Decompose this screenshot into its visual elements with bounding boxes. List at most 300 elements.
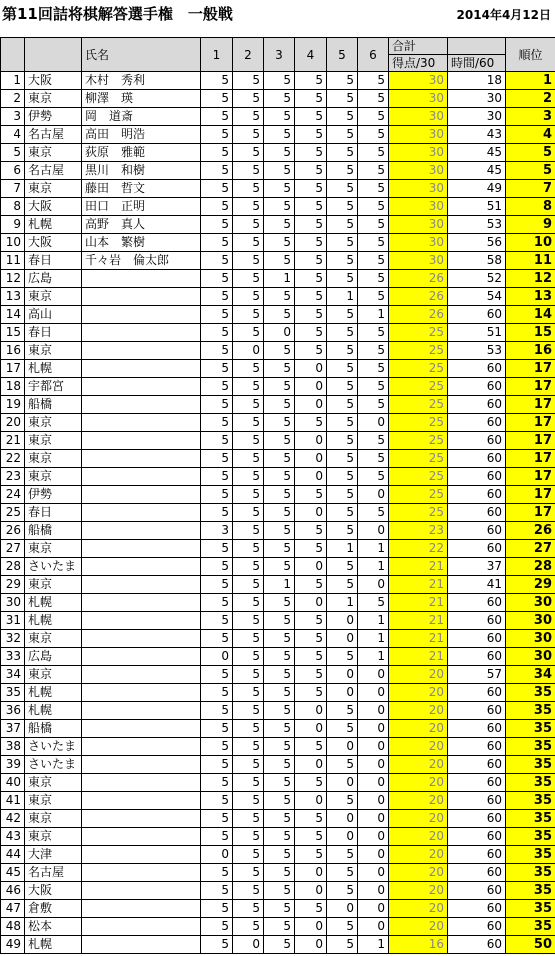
score-cell: 5: [264, 180, 295, 198]
rank-cell: 28: [506, 558, 555, 576]
region-cell: 東京: [25, 450, 82, 468]
row-number: 37: [1, 720, 25, 738]
time-cell: 51: [448, 198, 506, 216]
score-cell: 5: [201, 360, 233, 378]
score-cell: 5: [201, 738, 233, 756]
score-cell: 5: [264, 144, 295, 162]
region-cell: 伊勢: [25, 486, 82, 504]
score-cell: 5: [295, 738, 327, 756]
score-cell: 5: [233, 648, 264, 666]
rank-cell: 2: [506, 90, 555, 108]
rank-cell: 7: [506, 180, 555, 198]
score-cell: 0: [295, 864, 327, 882]
region-cell: 名古屋: [25, 864, 82, 882]
score-cell: 5: [295, 630, 327, 648]
total-score-cell: 21: [389, 594, 448, 612]
table-row: [1, 72, 555, 90]
score-cell: 5: [358, 342, 389, 360]
table-row: [1, 198, 555, 216]
name-cell: [82, 612, 201, 630]
rank-cell: 35: [506, 882, 555, 900]
table-row: [1, 576, 555, 594]
score-cell: 5: [233, 576, 264, 594]
score-cell: 5: [295, 288, 327, 306]
score-cell: 5: [201, 342, 233, 360]
header-index: [1, 38, 25, 72]
total-score-cell: 20: [389, 882, 448, 900]
score-cell: 5: [358, 396, 389, 414]
score-cell: 5: [295, 72, 327, 90]
total-score-cell: 21: [389, 558, 448, 576]
score-cell: 5: [201, 702, 233, 720]
name-cell: [82, 918, 201, 936]
total-score-cell: 25: [389, 468, 448, 486]
table-row: [1, 522, 555, 540]
score-cell: 0: [201, 846, 233, 864]
time-cell: 60: [448, 810, 506, 828]
name-cell: [82, 504, 201, 522]
score-cell: 0: [327, 810, 358, 828]
score-cell: 5: [201, 540, 233, 558]
score-cell: 5: [201, 144, 233, 162]
name-cell: 岡 道斎: [82, 108, 201, 126]
header-name: 氏名: [82, 38, 201, 72]
table-row: [1, 810, 555, 828]
score-cell: 0: [295, 882, 327, 900]
time-cell: 56: [448, 234, 506, 252]
score-cell: 5: [201, 162, 233, 180]
score-cell: 5: [201, 198, 233, 216]
score-cell: 5: [201, 774, 233, 792]
score-cell: 5: [327, 522, 358, 540]
rank-cell: 26: [506, 522, 555, 540]
score-cell: 5: [295, 126, 327, 144]
score-cell: 1: [358, 630, 389, 648]
score-cell: 5: [233, 396, 264, 414]
score-cell: 1: [358, 558, 389, 576]
region-cell: 東京: [25, 792, 82, 810]
row-number: 36: [1, 702, 25, 720]
total-score-cell: 30: [389, 252, 448, 270]
score-cell: 5: [327, 396, 358, 414]
score-cell: 0: [295, 468, 327, 486]
region-cell: 札幌: [25, 702, 82, 720]
score-cell: 5: [233, 432, 264, 450]
region-cell: 東京: [25, 774, 82, 792]
score-cell: 5: [358, 180, 389, 198]
name-cell: 藤田 哲文: [82, 180, 201, 198]
score-cell: 5: [327, 918, 358, 936]
score-cell: 5: [264, 306, 295, 324]
time-cell: 60: [448, 360, 506, 378]
total-score-cell: 30: [389, 180, 448, 198]
rank-cell: 4: [506, 126, 555, 144]
total-score-cell: 25: [389, 486, 448, 504]
total-score-cell: 25: [389, 414, 448, 432]
score-cell: 5: [233, 126, 264, 144]
score-cell: 0: [358, 792, 389, 810]
score-cell: 5: [233, 468, 264, 486]
region-cell: 札幌: [25, 612, 82, 630]
table-row: [1, 864, 555, 882]
score-cell: 5: [264, 648, 295, 666]
total-score-cell: 25: [389, 432, 448, 450]
rank-cell: 17: [506, 432, 555, 450]
time-cell: 53: [448, 216, 506, 234]
score-cell: 5: [295, 414, 327, 432]
score-cell: 0: [358, 774, 389, 792]
name-cell: [82, 864, 201, 882]
score-cell: 0: [295, 360, 327, 378]
row-number: 4: [1, 126, 25, 144]
name-cell: [82, 540, 201, 558]
rank-cell: 17: [506, 468, 555, 486]
table-row: [1, 540, 555, 558]
score-cell: 5: [327, 126, 358, 144]
score-cell: 5: [201, 594, 233, 612]
score-cell: 5: [295, 162, 327, 180]
score-cell: 5: [327, 180, 358, 198]
name-cell: [82, 486, 201, 504]
score-cell: 5: [358, 252, 389, 270]
name-cell: [82, 828, 201, 846]
name-cell: [82, 630, 201, 648]
score-cell: 0: [358, 684, 389, 702]
score-cell: 5: [201, 900, 233, 918]
total-score-cell: 20: [389, 864, 448, 882]
score-cell: 5: [327, 72, 358, 90]
score-cell: 5: [233, 630, 264, 648]
score-cell: 5: [358, 216, 389, 234]
score-cell: 0: [358, 918, 389, 936]
row-number: 30: [1, 594, 25, 612]
score-cell: 5: [327, 468, 358, 486]
score-cell: 0: [295, 432, 327, 450]
rank-cell: 35: [506, 810, 555, 828]
score-cell: 5: [233, 180, 264, 198]
table-row: [1, 126, 555, 144]
header-region: [25, 38, 82, 72]
row-number: 21: [1, 432, 25, 450]
row-number: 27: [1, 540, 25, 558]
score-cell: 5: [264, 234, 295, 252]
score-cell: 5: [358, 198, 389, 216]
score-cell: 5: [233, 162, 264, 180]
row-number: 15: [1, 324, 25, 342]
region-cell: 東京: [25, 540, 82, 558]
total-score-cell: 30: [389, 198, 448, 216]
table-row: [1, 270, 555, 288]
score-cell: 5: [327, 936, 358, 954]
score-cell: 5: [233, 108, 264, 126]
total-score-cell: 26: [389, 270, 448, 288]
score-cell: 5: [327, 324, 358, 342]
score-cell: 5: [233, 522, 264, 540]
score-cell: 5: [358, 450, 389, 468]
row-number: 32: [1, 630, 25, 648]
name-cell: [82, 900, 201, 918]
score-cell: 5: [201, 270, 233, 288]
score-cell: 5: [201, 450, 233, 468]
total-score-cell: 20: [389, 900, 448, 918]
score-cell: 0: [358, 414, 389, 432]
score-cell: 5: [327, 90, 358, 108]
score-cell: 0: [327, 900, 358, 918]
name-cell: [82, 756, 201, 774]
time-cell: 60: [448, 882, 506, 900]
table-row: [1, 612, 555, 630]
time-cell: 60: [448, 648, 506, 666]
time-cell: 45: [448, 144, 506, 162]
score-cell: 5: [233, 504, 264, 522]
time-cell: 60: [448, 522, 506, 540]
total-score-cell: 20: [389, 702, 448, 720]
score-cell: 5: [201, 792, 233, 810]
score-cell: 5: [264, 738, 295, 756]
score-cell: 5: [295, 90, 327, 108]
score-cell: 0: [358, 846, 389, 864]
score-cell: 0: [358, 576, 389, 594]
total-score-cell: 23: [389, 522, 448, 540]
total-score-cell: 21: [389, 648, 448, 666]
score-cell: 5: [201, 936, 233, 954]
rank-cell: 16: [506, 342, 555, 360]
name-cell: [82, 882, 201, 900]
score-cell: 5: [264, 486, 295, 504]
score-cell: 5: [327, 720, 358, 738]
score-cell: 5: [327, 756, 358, 774]
row-number: 8: [1, 198, 25, 216]
score-cell: 5: [264, 90, 295, 108]
rank-cell: 9: [506, 216, 555, 234]
score-cell: 5: [327, 360, 358, 378]
region-cell: 春日: [25, 504, 82, 522]
rank-cell: 11: [506, 252, 555, 270]
name-cell: 黒川 和樹: [82, 162, 201, 180]
score-cell: 5: [295, 180, 327, 198]
score-cell: 5: [358, 432, 389, 450]
score-cell: 5: [201, 324, 233, 342]
total-score-cell: 30: [389, 90, 448, 108]
table-row: [1, 234, 555, 252]
score-cell: 5: [264, 792, 295, 810]
score-cell: 5: [233, 792, 264, 810]
score-cell: 1: [358, 612, 389, 630]
score-cell: 1: [327, 540, 358, 558]
row-number: 24: [1, 486, 25, 504]
score-cell: 5: [233, 234, 264, 252]
score-cell: 5: [201, 612, 233, 630]
name-cell: [82, 720, 201, 738]
region-cell: 東京: [25, 630, 82, 648]
header-problem-2: 2: [233, 38, 264, 72]
score-cell: 5: [264, 900, 295, 918]
score-cell: 5: [358, 144, 389, 162]
header-score: 得点/30: [389, 55, 448, 72]
time-cell: 60: [448, 612, 506, 630]
time-cell: 30: [448, 108, 506, 126]
score-cell: 5: [233, 846, 264, 864]
score-cell: 0: [295, 378, 327, 396]
region-cell: 名古屋: [25, 162, 82, 180]
region-cell: 船橋: [25, 396, 82, 414]
total-score-cell: 30: [389, 234, 448, 252]
region-cell: 東京: [25, 414, 82, 432]
score-cell: 5: [201, 252, 233, 270]
row-number: 1: [1, 72, 25, 90]
rank-cell: 17: [506, 360, 555, 378]
score-cell: 5: [233, 666, 264, 684]
name-cell: [82, 576, 201, 594]
time-cell: 60: [448, 774, 506, 792]
score-cell: 1: [358, 936, 389, 954]
rank-cell: 35: [506, 864, 555, 882]
score-cell: 0: [358, 900, 389, 918]
table-row: [1, 720, 555, 738]
score-cell: 5: [358, 234, 389, 252]
score-cell: 5: [233, 270, 264, 288]
score-cell: 0: [327, 828, 358, 846]
total-score-cell: 25: [389, 450, 448, 468]
name-cell: [82, 342, 201, 360]
name-cell: [82, 468, 201, 486]
score-cell: 5: [327, 234, 358, 252]
time-cell: 60: [448, 702, 506, 720]
score-cell: 5: [327, 378, 358, 396]
row-number: 12: [1, 270, 25, 288]
time-cell: 60: [448, 468, 506, 486]
score-cell: 5: [233, 288, 264, 306]
score-cell: 5: [233, 810, 264, 828]
rank-cell: 35: [506, 918, 555, 936]
table-row: [1, 396, 555, 414]
region-cell: 東京: [25, 468, 82, 486]
score-cell: 5: [233, 216, 264, 234]
score-cell: 5: [233, 774, 264, 792]
row-number: 20: [1, 414, 25, 432]
total-score-cell: 25: [389, 504, 448, 522]
score-cell: 0: [327, 684, 358, 702]
rank-cell: 35: [506, 846, 555, 864]
score-cell: 0: [358, 756, 389, 774]
score-cell: 5: [358, 270, 389, 288]
rank-cell: 30: [506, 648, 555, 666]
time-cell: 60: [448, 720, 506, 738]
rank-cell: 35: [506, 828, 555, 846]
table-row: [1, 180, 555, 198]
score-cell: 5: [295, 234, 327, 252]
total-score-cell: 25: [389, 396, 448, 414]
region-cell: 東京: [25, 180, 82, 198]
score-cell: 5: [201, 234, 233, 252]
table-row: [1, 828, 555, 846]
score-cell: 5: [264, 720, 295, 738]
table-row: [1, 252, 555, 270]
score-cell: 5: [327, 342, 358, 360]
time-cell: 60: [448, 630, 506, 648]
score-cell: 5: [264, 882, 295, 900]
total-score-cell: 30: [389, 162, 448, 180]
score-cell: 5: [295, 684, 327, 702]
name-cell: [82, 270, 201, 288]
score-cell: 5: [233, 360, 264, 378]
score-cell: 0: [358, 828, 389, 846]
score-cell: 5: [264, 558, 295, 576]
rank-cell: 10: [506, 234, 555, 252]
row-number: 34: [1, 666, 25, 684]
score-cell: 5: [264, 810, 295, 828]
row-number: 25: [1, 504, 25, 522]
score-cell: 0: [327, 666, 358, 684]
region-cell: 札幌: [25, 594, 82, 612]
row-number: 10: [1, 234, 25, 252]
total-score-cell: 30: [389, 108, 448, 126]
row-number: 49: [1, 936, 25, 954]
total-score-cell: 20: [389, 666, 448, 684]
score-cell: 5: [233, 864, 264, 882]
time-cell: 60: [448, 486, 506, 504]
score-cell: 5: [358, 324, 389, 342]
total-score-cell: 25: [389, 360, 448, 378]
score-cell: 5: [201, 918, 233, 936]
table-row: [1, 144, 555, 162]
region-cell: 船橋: [25, 720, 82, 738]
name-cell: 柳澤 瑛: [82, 90, 201, 108]
table-row: [1, 504, 555, 522]
score-cell: 5: [264, 252, 295, 270]
score-cell: 5: [358, 594, 389, 612]
score-cell: 5: [233, 558, 264, 576]
rank-cell: 35: [506, 720, 555, 738]
score-cell: 5: [264, 504, 295, 522]
time-cell: 60: [448, 918, 506, 936]
total-score-cell: 20: [389, 738, 448, 756]
score-cell: 5: [327, 144, 358, 162]
table-row: [1, 684, 555, 702]
score-cell: 5: [233, 684, 264, 702]
total-score-cell: 25: [389, 324, 448, 342]
time-cell: 60: [448, 738, 506, 756]
region-cell: 大阪: [25, 234, 82, 252]
table-row: [1, 324, 555, 342]
row-number: 11: [1, 252, 25, 270]
name-cell: [82, 738, 201, 756]
score-cell: 5: [358, 90, 389, 108]
score-cell: 5: [233, 90, 264, 108]
score-cell: 5: [358, 72, 389, 90]
rank-cell: 13: [506, 288, 555, 306]
time-cell: 58: [448, 252, 506, 270]
time-cell: 49: [448, 180, 506, 198]
page-title: 第11回詰将棋解答選手権 一般戦: [2, 5, 233, 23]
total-score-cell: 20: [389, 810, 448, 828]
row-number: 29: [1, 576, 25, 594]
name-cell: [82, 522, 201, 540]
total-score-cell: 20: [389, 918, 448, 936]
name-cell: 千々岩 倫太郎: [82, 252, 201, 270]
row-number: 33: [1, 648, 25, 666]
name-cell: 荻原 雅範: [82, 144, 201, 162]
score-cell: 1: [327, 288, 358, 306]
rank-cell: 35: [506, 900, 555, 918]
header-problem-5: 5: [327, 38, 358, 72]
total-score-cell: 21: [389, 630, 448, 648]
score-cell: 5: [327, 414, 358, 432]
total-score-cell: 21: [389, 612, 448, 630]
rank-cell: 35: [506, 756, 555, 774]
score-cell: 5: [327, 882, 358, 900]
score-cell: 5: [201, 486, 233, 504]
